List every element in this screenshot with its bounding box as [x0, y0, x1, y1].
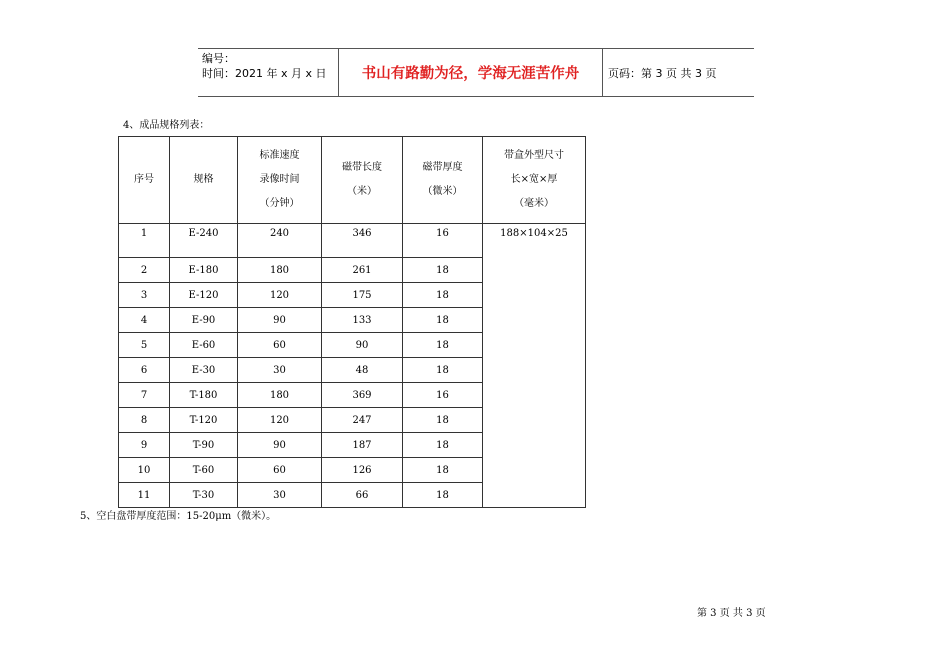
- header-tape-thickness: [403, 137, 483, 224]
- cell-tape-thickness: 18: [403, 258, 483, 283]
- header-line: （分钟）: [259, 198, 300, 209]
- cell-index: 7: [119, 383, 170, 408]
- cell-record-time: 60: [238, 458, 322, 483]
- header-motto: 书山有路勤为径，学海无涯苦作舟: [361, 66, 580, 82]
- page-footer: 第 3 页 共 3 页: [697, 608, 766, 619]
- page-header: [198, 48, 754, 97]
- cell-tape-length: 369: [322, 383, 403, 408]
- cell-index: 11: [119, 483, 170, 508]
- cell-tape-length: 90: [322, 333, 403, 358]
- cell-tape-length: 247: [322, 408, 403, 433]
- table-caption: 4、成品规格列表：: [123, 120, 210, 131]
- cell-tape-length: 48: [322, 358, 403, 383]
- cell-spec: T-60: [170, 458, 238, 483]
- cell-record-time: 180: [238, 258, 322, 283]
- cell-tape-thickness: 16: [403, 383, 483, 408]
- header-tape-length: [322, 137, 403, 224]
- cell-tape-length: 175: [322, 283, 403, 308]
- cell-tape-thickness: 18: [403, 358, 483, 383]
- table-body: [119, 224, 586, 508]
- cell-index: 6: [119, 358, 170, 383]
- cell-spec: T-180: [170, 383, 238, 408]
- cell-spec: E-30: [170, 358, 238, 383]
- cell-spec: T-90: [170, 433, 238, 458]
- header-line: （米）: [347, 186, 377, 197]
- cell-tape-thickness: 18: [403, 408, 483, 433]
- header-line: 标准速度: [259, 150, 300, 161]
- date-label: 时间：2021 年 x 月 x 日: [202, 67, 327, 80]
- cell-spec: E-90: [170, 308, 238, 333]
- cell-tape-thickness: 18: [403, 433, 483, 458]
- cell-tape-thickness: 16: [403, 224, 483, 258]
- cell-record-time: 90: [238, 308, 322, 333]
- cell-record-time: 30: [238, 483, 322, 508]
- header-box-size: [483, 137, 586, 224]
- cell-index: 5: [119, 333, 170, 358]
- header-divider: [602, 49, 603, 96]
- cell-index: 2: [119, 258, 170, 283]
- cell-index: 1: [119, 224, 170, 258]
- cell-tape-thickness: 18: [403, 308, 483, 333]
- cell-tape-length: 187: [322, 433, 403, 458]
- header-line: （毫米）: [514, 198, 554, 209]
- table-row: [119, 224, 586, 258]
- cell-tape-length: 66: [322, 483, 403, 508]
- cell-spec: T-30: [170, 483, 238, 508]
- cell-index: 8: [119, 408, 170, 433]
- cell-index: 9: [119, 433, 170, 458]
- header-line: 磁带厚度: [422, 162, 463, 173]
- cell-tape-length: 346: [322, 224, 403, 258]
- thickness-note: 5、空白盘带厚度范围：15-20μm（微米）。: [80, 511, 277, 522]
- cell-tape-thickness: 18: [403, 283, 483, 308]
- spec-table: [118, 136, 586, 508]
- cell-tape-thickness: 18: [403, 333, 483, 358]
- cell-spec: E-60: [170, 333, 238, 358]
- cell-spec: T-120: [170, 408, 238, 433]
- cell-record-time: 120: [238, 283, 322, 308]
- cell-index: 4: [119, 308, 170, 333]
- cell-tape-length: 133: [322, 308, 403, 333]
- cell-record-time: 90: [238, 433, 322, 458]
- table-header-row: [119, 137, 586, 224]
- cell-tape-length: 126: [322, 458, 403, 483]
- cell-index: 10: [119, 458, 170, 483]
- cell-box-size: 188×104×25: [483, 224, 586, 508]
- header-spec: [170, 137, 238, 224]
- header-line: （微米）: [422, 186, 463, 197]
- cell-record-time: 240: [238, 224, 322, 258]
- header-page-number: 页码：第 3 页 共 3 页: [608, 66, 717, 80]
- header-line: 序号: [134, 174, 154, 185]
- cell-record-time: 180: [238, 383, 322, 408]
- cell-spec: E-120: [170, 283, 238, 308]
- cell-tape-thickness: 18: [403, 458, 483, 483]
- header-line: 带盒外型尺寸: [504, 150, 564, 161]
- cell-index: 3: [119, 283, 170, 308]
- cell-tape-length: 261: [322, 258, 403, 283]
- code-label: 编号：: [202, 52, 235, 65]
- header-record-time: [238, 137, 322, 224]
- cell-record-time: 60: [238, 333, 322, 358]
- cell-record-time: 120: [238, 408, 322, 433]
- header-line: 规格: [193, 174, 214, 185]
- cell-spec: E-240: [170, 224, 238, 258]
- header-line: 长×宽×厚: [510, 174, 558, 185]
- header-line: 录像时间: [259, 174, 300, 185]
- cell-record-time: 30: [238, 358, 322, 383]
- header-info: [202, 51, 338, 81]
- header-index: [119, 137, 170, 224]
- cell-tape-thickness: 18: [403, 483, 483, 508]
- header-line: 磁带长度: [342, 162, 382, 173]
- cell-spec: E-180: [170, 258, 238, 283]
